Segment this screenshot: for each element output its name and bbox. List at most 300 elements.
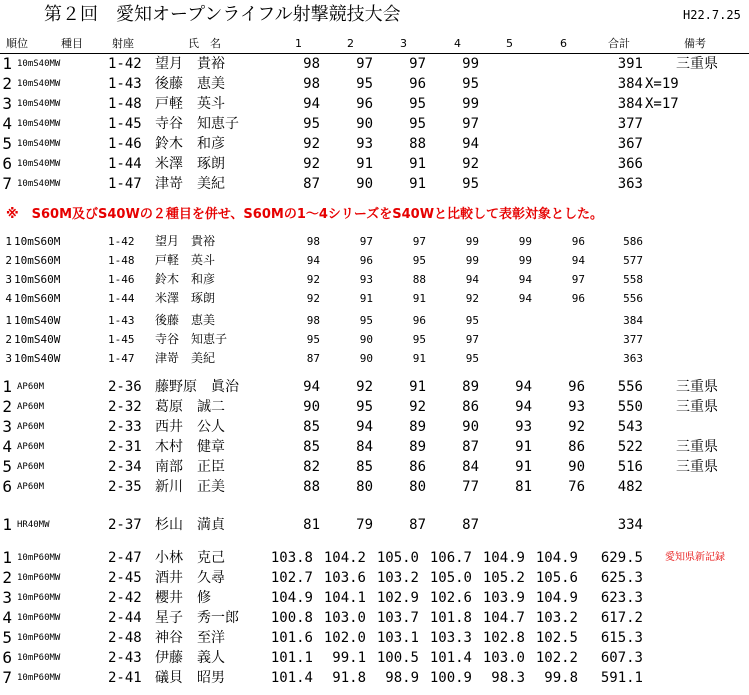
score-cell: 102.2 (535, 650, 578, 666)
header-total: 合計 (608, 37, 630, 50)
table-row (0, 628, 749, 648)
name-cell: 藤野原 眞治 (155, 379, 239, 395)
score-cell: 103.0 (323, 610, 366, 626)
name-cell: 杉山 満貞 (155, 517, 225, 533)
rank-cell: 5 (2, 134, 12, 153)
event-cell: 10mS40MW (17, 179, 61, 189)
score-cell: 101.4 (429, 650, 472, 666)
table-row (0, 174, 749, 194)
score-cell: 91 (412, 352, 426, 365)
score-cell: 93 (359, 273, 373, 286)
score-cell: 98 (306, 235, 320, 248)
table-row (0, 94, 749, 114)
score-cell: 98.9 (385, 670, 419, 686)
score-cell: 91 (409, 156, 426, 172)
score-cell: 99 (465, 235, 479, 248)
name-cell: 寺谷 知恵子 (155, 116, 239, 132)
score-cell: 84 (356, 439, 373, 455)
total-cell: 334 (617, 517, 643, 533)
header-name: 氏 名 (188, 37, 221, 50)
total-cell: 366 (617, 156, 643, 172)
score-cell: 91 (409, 379, 426, 395)
event-cell: 10mS60M (14, 254, 61, 267)
table-row (0, 251, 749, 270)
score-cell: 102.7 (270, 570, 313, 586)
name-cell: 鈴木 和彦 (155, 136, 225, 152)
score-cell: 90 (568, 459, 585, 475)
score-cell: 87 (462, 517, 479, 533)
event-cell: 10mP60MW (17, 633, 61, 643)
score-cell: 80 (409, 479, 426, 495)
total-cell: 615.3 (600, 630, 643, 646)
score-cell: 89 (462, 379, 479, 395)
table-row (0, 668, 749, 688)
event-cell: 10mS60M (14, 235, 61, 248)
score-cell: 97 (412, 235, 426, 248)
name-cell: 新川 正美 (155, 479, 225, 495)
score-cell: 102.6 (429, 590, 472, 606)
score-cell: 94 (518, 292, 532, 305)
score-cell: 79 (356, 517, 373, 533)
score-cell: 97 (462, 116, 479, 132)
event-cell: 10mS40MW (17, 139, 61, 149)
header-rank: 順位 (6, 37, 28, 50)
score-cell: 92 (306, 273, 320, 286)
name-cell: 戸軽 英斗 (155, 96, 225, 112)
score-cell: 94 (465, 273, 479, 286)
score-cell: 95 (303, 116, 320, 132)
score-cell: 99.8 (544, 670, 578, 686)
event-cell: 10mP60MW (17, 613, 61, 623)
score-cell: 87 (462, 439, 479, 455)
score-cell: 91 (515, 459, 532, 475)
score-cell: 92 (465, 292, 479, 305)
score-cell: 101.4 (270, 670, 313, 686)
name-cell: 後藤 恵美 (155, 313, 216, 327)
name-cell: 寺谷 知恵子 (155, 332, 228, 346)
lane-cell: 2-35 (108, 479, 142, 495)
table-row (0, 232, 749, 251)
table-row (0, 608, 749, 628)
total-cell: 617.2 (600, 610, 643, 626)
table-row (0, 54, 749, 74)
name-cell: 津嵜 美紀 (155, 351, 216, 365)
score-cell: 99 (462, 56, 479, 72)
score-cell: 96 (571, 235, 585, 248)
event-cell: 10mS40W (14, 314, 61, 327)
header-s6: 6 (560, 37, 567, 50)
event-cell: 10mP60MW (17, 573, 61, 583)
event-cell: 10mS40MW (17, 119, 61, 129)
score-cell: 105.2 (482, 570, 525, 586)
score-cell: 97 (359, 235, 373, 248)
header-s3: 3 (400, 37, 407, 50)
score-cell: 99 (465, 254, 479, 267)
total-cell: 556 (623, 292, 643, 305)
rank-cell: 7 (2, 174, 12, 193)
table-row (0, 114, 749, 134)
total-cell: 363 (623, 352, 643, 365)
name-cell: 津嵜 美紀 (155, 176, 225, 192)
rank-cell: 2 (5, 254, 12, 267)
score-cell: 80 (356, 479, 373, 495)
lane-cell: 2-33 (108, 419, 142, 435)
lane-cell: 2-32 (108, 399, 142, 415)
total-cell: 543 (617, 419, 643, 435)
score-cell: 96 (359, 254, 373, 267)
rank-cell: 4 (2, 437, 12, 456)
header-s2: 2 (347, 37, 354, 50)
score-cell: 101.8 (429, 610, 472, 626)
rank-cell: 3 (5, 352, 12, 365)
name-cell: 米澤 琢朗 (155, 291, 216, 305)
remark-cell: X=19 (645, 76, 679, 92)
score-cell: 97 (356, 56, 373, 72)
total-cell: 516 (617, 459, 643, 475)
event-cell: AP60M (17, 462, 45, 472)
score-cell: 103.1 (376, 630, 419, 646)
rank-cell: 3 (2, 417, 12, 436)
score-cell: 103.6 (323, 570, 366, 586)
score-cell: 98 (303, 76, 320, 92)
score-cell: 101.6 (270, 630, 313, 646)
name-cell: 南部 正臣 (155, 459, 225, 475)
name-cell: 鈴木 和彦 (155, 272, 216, 286)
score-cell: 104.2 (323, 550, 366, 566)
score-cell: 98.3 (491, 670, 525, 686)
remark-cell: X=17 (645, 96, 679, 112)
lane-cell: 2-41 (108, 670, 142, 686)
header-remark: 備考 (684, 37, 706, 50)
table-header (0, 36, 749, 52)
score-cell: 95 (409, 96, 426, 112)
rank-cell: 3 (2, 94, 12, 113)
score-cell: 86 (568, 439, 585, 455)
total-cell: 586 (623, 235, 643, 248)
lane-cell: 1-44 (108, 156, 142, 172)
remark-cell: 三重県 (676, 439, 718, 455)
lane-cell: 2-34 (108, 459, 142, 475)
name-cell: 望月 貴裕 (155, 56, 225, 72)
score-cell: 99 (462, 96, 479, 112)
score-cell: 103.7 (376, 610, 419, 626)
score-cell: 91.8 (332, 670, 366, 686)
event-cell: 10mS40MW (17, 79, 61, 89)
rank-cell: 1 (2, 377, 12, 396)
name-cell: 櫻井 修 (155, 590, 211, 606)
table-row (0, 74, 749, 94)
score-cell: 97 (409, 56, 426, 72)
score-cell: 104.7 (482, 610, 525, 626)
table-row (0, 154, 749, 174)
score-cell: 99 (518, 254, 532, 267)
rank-cell: 6 (2, 154, 12, 173)
score-cell: 90 (356, 116, 373, 132)
total-cell: 577 (623, 254, 643, 267)
event-cell: HR40MW (17, 520, 50, 530)
score-cell: 96 (412, 314, 426, 327)
score-cell: 104.9 (535, 550, 578, 566)
total-cell: 391 (617, 56, 643, 72)
rank-cell: 2 (2, 397, 12, 416)
name-cell: 望月 貴裕 (155, 234, 216, 248)
table-row (0, 134, 749, 154)
rank-cell: 6 (2, 477, 12, 496)
score-cell: 87 (306, 352, 320, 365)
header-event: 種目 (61, 37, 83, 50)
score-cell: 95 (462, 76, 479, 92)
lane-cell: 1-46 (108, 273, 135, 286)
event-cell: 10mS40MW (17, 99, 61, 109)
score-cell: 98 (303, 56, 320, 72)
event-date: H22.7.25 (683, 8, 741, 22)
score-cell: 95 (412, 254, 426, 267)
total-cell: 482 (617, 479, 643, 495)
total-cell: 558 (623, 273, 643, 286)
lane-cell: 1-42 (108, 56, 142, 72)
event-cell: 10mS60M (14, 273, 61, 286)
score-cell: 90 (303, 399, 320, 415)
score-cell: 92 (409, 399, 426, 415)
lane-cell: 1-48 (108, 254, 135, 267)
table-row (0, 548, 749, 568)
score-cell: 85 (303, 419, 320, 435)
rank-cell: 1 (5, 314, 12, 327)
event-cell: AP60M (17, 382, 45, 392)
score-cell: 106.7 (429, 550, 472, 566)
total-cell: 384 (617, 76, 643, 92)
header-s5: 5 (506, 37, 513, 50)
table-row (0, 477, 749, 497)
score-cell: 94 (356, 419, 373, 435)
score-cell: 90 (356, 176, 373, 192)
score-cell: 90 (359, 333, 373, 346)
lane-cell: 1-45 (108, 333, 135, 346)
table-row (0, 648, 749, 668)
note-text: ※ S60M及びS40Wの２種目を併せ、S60Mの1～4シリーズをS40Wと比較して表彰対象とした。 (6, 207, 604, 222)
score-cell: 105.6 (535, 570, 578, 586)
name-cell: 伊藤 義人 (155, 650, 225, 666)
score-cell: 92 (306, 292, 320, 305)
total-cell: 607.3 (600, 650, 643, 666)
score-cell: 99.1 (332, 650, 366, 666)
event-cell: 10mS60M (14, 292, 61, 305)
total-cell: 629.5 (600, 550, 643, 566)
score-cell: 87 (303, 176, 320, 192)
score-cell: 103.2 (376, 570, 419, 586)
event-cell: AP60M (17, 402, 45, 412)
lane-cell: 2-44 (108, 610, 142, 626)
score-cell: 94 (306, 254, 320, 267)
total-cell: 384 (623, 314, 643, 327)
remark-cell: 三重県 (676, 56, 718, 72)
score-cell: 84 (462, 459, 479, 475)
total-cell: 522 (617, 439, 643, 455)
score-cell: 103.3 (429, 630, 472, 646)
table-row (0, 270, 749, 289)
score-cell: 89 (409, 419, 426, 435)
event-cell: 10mS40MW (17, 159, 61, 169)
score-cell: 105.0 (429, 570, 472, 586)
total-cell: 556 (617, 379, 643, 395)
score-cell: 104.9 (535, 590, 578, 606)
lane-cell: 2-48 (108, 630, 142, 646)
remark-cell: 三重県 (676, 459, 718, 475)
score-cell: 95 (465, 352, 479, 365)
rank-cell: 3 (2, 588, 12, 607)
score-cell: 92 (462, 156, 479, 172)
score-cell: 103.0 (482, 650, 525, 666)
table-row (0, 377, 749, 397)
table-row (0, 515, 749, 535)
table-row (0, 289, 749, 308)
total-cell: 377 (623, 333, 643, 346)
score-cell: 90 (359, 352, 373, 365)
total-cell: 625.3 (600, 570, 643, 586)
score-cell: 100.5 (376, 650, 419, 666)
header-s4: 4 (454, 37, 461, 50)
score-cell: 93 (515, 419, 532, 435)
name-cell: 木村 健章 (155, 439, 225, 455)
lane-cell: 1-47 (108, 176, 142, 192)
score-cell: 95 (356, 76, 373, 92)
header-s1: 1 (295, 37, 302, 50)
lane-cell: 1-44 (108, 292, 135, 305)
table-row (0, 397, 749, 417)
score-cell: 95 (412, 333, 426, 346)
rank-cell: 3 (5, 273, 12, 286)
score-cell: 96 (409, 76, 426, 92)
score-cell: 77 (462, 479, 479, 495)
table-row (0, 457, 749, 477)
event-cell: 10mP60MW (17, 673, 61, 683)
total-cell: 550 (617, 399, 643, 415)
page-title: 第２回 愛知オープンライフル射撃競技大会 (44, 4, 401, 25)
event-cell: AP60M (17, 442, 45, 452)
name-cell: 星子 秀一郎 (155, 610, 239, 626)
lane-cell: 1-45 (108, 116, 142, 132)
table-row (0, 568, 749, 588)
table-row (0, 417, 749, 437)
name-cell: 葛原 誠二 (155, 399, 225, 415)
event-cell: 10mP60MW (17, 553, 61, 563)
score-cell: 87 (409, 517, 426, 533)
score-cell: 103.8 (270, 550, 313, 566)
name-cell: 戸軽 英斗 (155, 253, 216, 267)
score-cell: 104.9 (270, 590, 313, 606)
score-cell: 104.1 (323, 590, 366, 606)
score-cell: 95 (356, 399, 373, 415)
lane-cell: 1-46 (108, 136, 142, 152)
score-cell: 91 (409, 176, 426, 192)
total-cell: 377 (617, 116, 643, 132)
total-cell: 363 (617, 176, 643, 192)
rank-cell: 4 (2, 608, 12, 627)
score-cell: 88 (412, 273, 426, 286)
score-cell: 95 (462, 176, 479, 192)
name-cell: 神谷 至洋 (155, 630, 225, 646)
name-cell: 米澤 琢朗 (155, 156, 225, 172)
score-cell: 86 (462, 399, 479, 415)
rank-cell: 4 (2, 114, 12, 133)
score-cell: 93 (356, 136, 373, 152)
lane-cell: 2-31 (108, 439, 142, 455)
rank-cell: 1 (2, 548, 12, 567)
total-cell: 591.1 (600, 670, 643, 686)
score-cell: 92 (303, 156, 320, 172)
rank-cell: 1 (5, 235, 12, 248)
score-cell: 91 (359, 292, 373, 305)
name-cell: 礒貝 昭男 (155, 670, 225, 686)
score-cell: 94 (515, 399, 532, 415)
table-row (0, 330, 749, 349)
lane-cell: 1-42 (108, 235, 135, 248)
score-cell: 103.9 (482, 590, 525, 606)
score-cell: 91 (515, 439, 532, 455)
rank-cell: 2 (5, 333, 12, 346)
lane-cell: 1-48 (108, 96, 142, 112)
score-cell: 94 (518, 273, 532, 286)
rank-cell: 1 (2, 54, 12, 73)
score-cell: 94 (303, 379, 320, 395)
lane-cell: 2-43 (108, 650, 142, 666)
rank-cell: 4 (5, 292, 12, 305)
remark-cell: 三重県 (676, 399, 718, 415)
event-cell: 10mS40MW (17, 59, 61, 69)
score-cell: 76 (568, 479, 585, 495)
score-cell: 97 (465, 333, 479, 346)
score-cell: 82 (303, 459, 320, 475)
score-cell: 95 (409, 116, 426, 132)
score-cell: 102.0 (323, 630, 366, 646)
score-cell: 102.9 (376, 590, 419, 606)
rank-cell: 5 (2, 457, 12, 476)
score-cell: 102.8 (482, 630, 525, 646)
score-cell: 95 (306, 333, 320, 346)
lane-cell: 2-37 (108, 517, 142, 533)
remark-cell: 三重県 (676, 379, 718, 395)
table-row (0, 437, 749, 457)
score-cell: 98 (306, 314, 320, 327)
score-cell: 99 (518, 235, 532, 248)
event-cell: 10mS40W (14, 352, 61, 365)
lane-cell: 1-43 (108, 314, 135, 327)
score-cell: 102.5 (535, 630, 578, 646)
score-cell: 100.9 (429, 670, 472, 686)
score-cell: 92 (356, 379, 373, 395)
score-cell: 88 (303, 479, 320, 495)
total-cell: 623.3 (600, 590, 643, 606)
score-cell: 85 (356, 459, 373, 475)
rank-cell: 2 (2, 568, 12, 587)
score-cell: 92 (303, 136, 320, 152)
rank-cell: 1 (2, 515, 12, 534)
score-cell: 96 (571, 292, 585, 305)
name-cell: 小林 克己 (155, 550, 225, 566)
event-cell: 10mP60MW (17, 593, 61, 603)
score-cell: 95 (465, 314, 479, 327)
name-cell: 後藤 恵美 (155, 76, 225, 92)
score-cell: 90 (462, 419, 479, 435)
name-cell: 酒井 久尋 (155, 570, 225, 586)
header-lane: 射座 (112, 37, 134, 50)
event-cell: 10mP60MW (17, 653, 61, 663)
total-cell: 384 (617, 96, 643, 112)
score-cell: 94 (303, 96, 320, 112)
score-cell: 95 (359, 314, 373, 327)
table-row (0, 311, 749, 330)
name-cell: 西井 公人 (155, 419, 225, 435)
